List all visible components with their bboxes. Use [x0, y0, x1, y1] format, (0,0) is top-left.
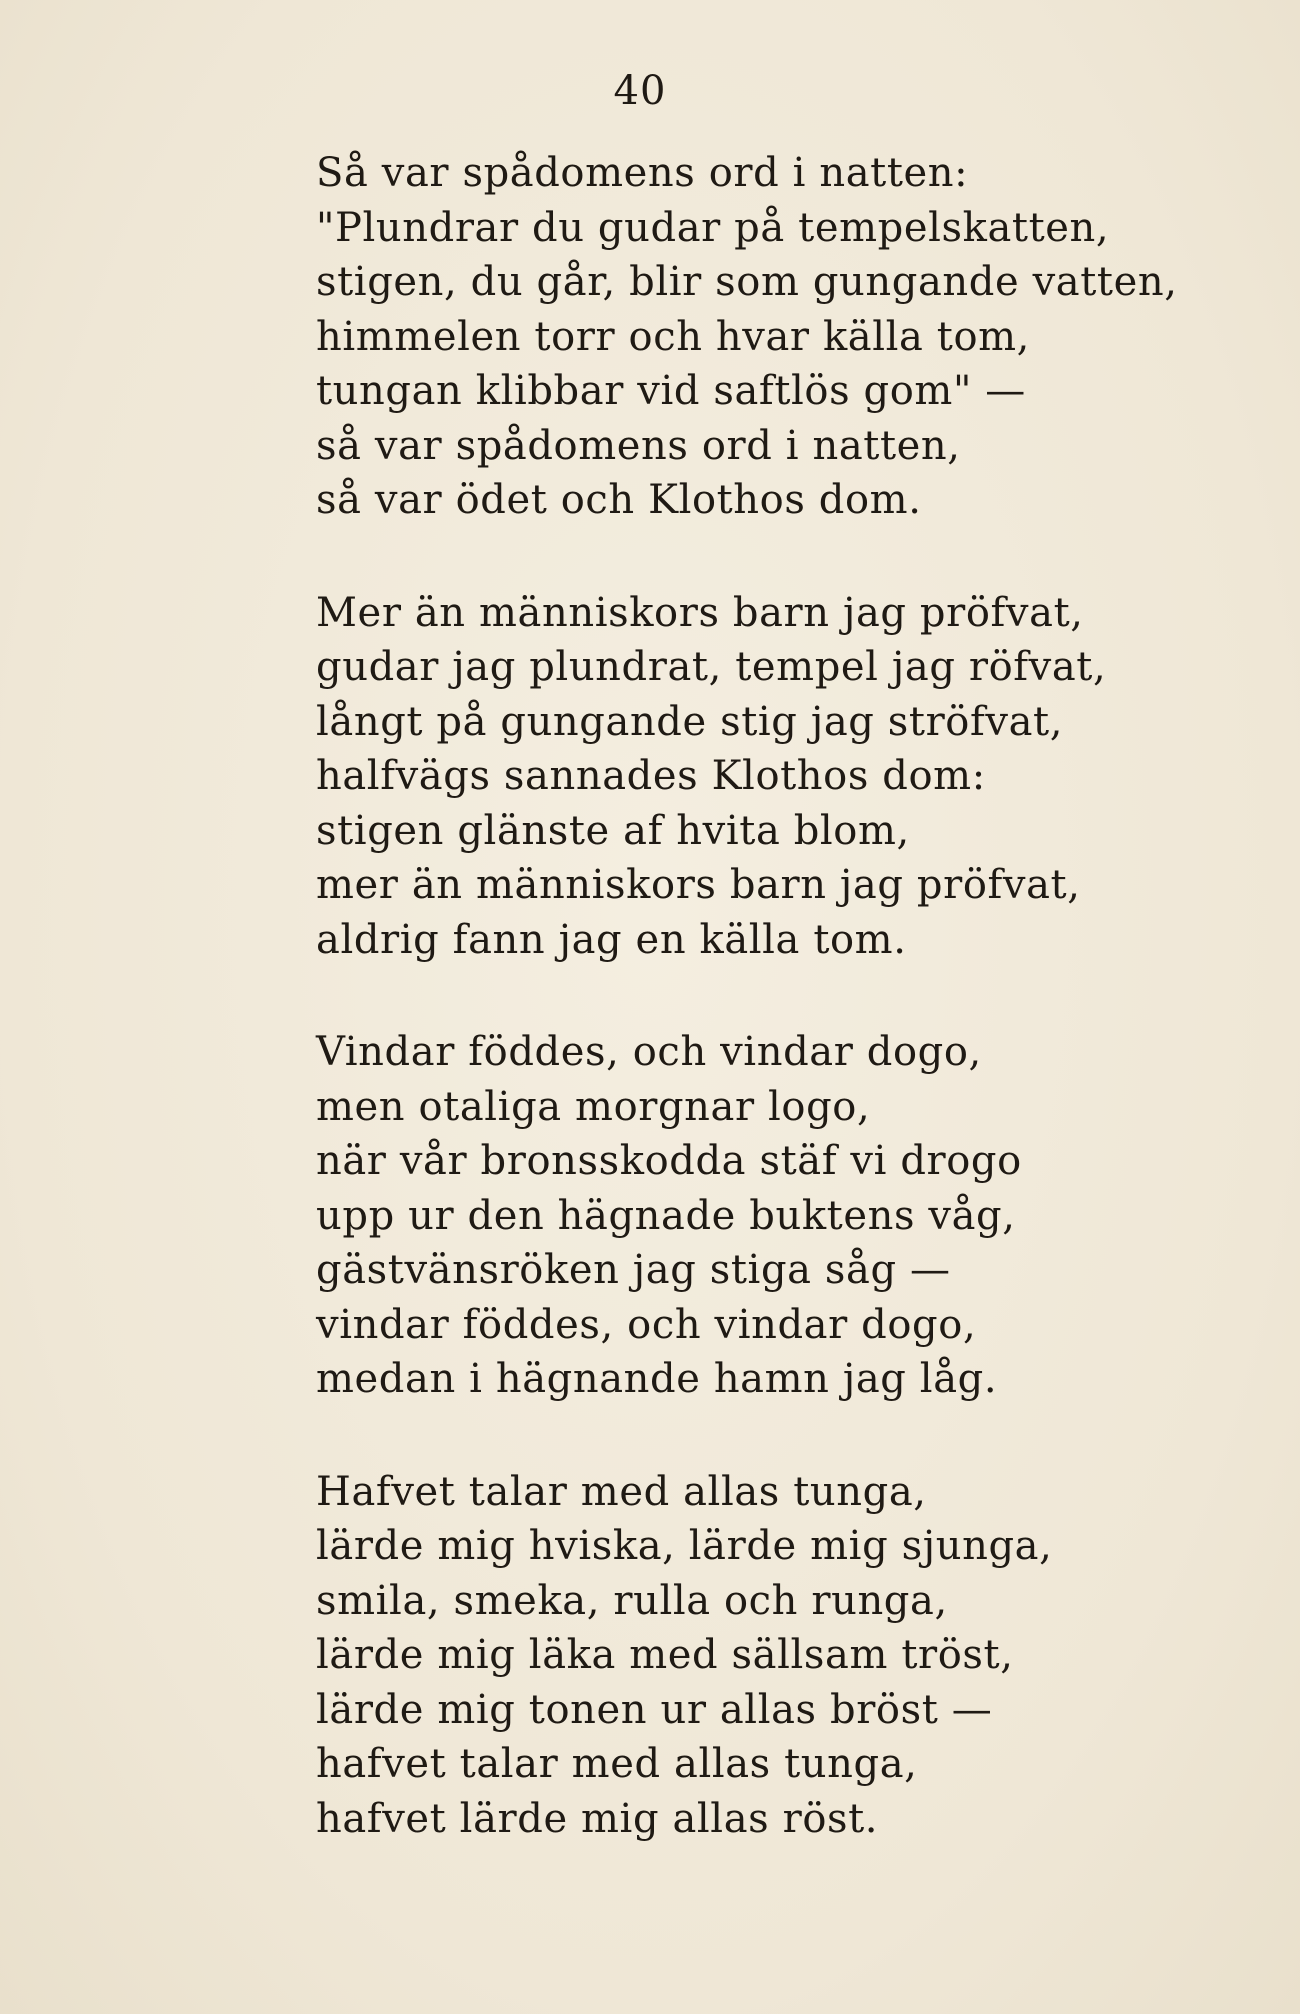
- stanza-3: [316, 1025, 1216, 1407]
- poem-line: "Plundrar du gudar på tempelskatten,: [316, 204, 1110, 251]
- poem-line: när vår bronsskodda stäf vi drogo: [316, 1138, 1022, 1184]
- poem-line: så var spådomens ord i natten,: [316, 422, 961, 469]
- poem-line: aldrig fann jag en källa tom.: [316, 916, 907, 963]
- poem-line: långt på gungande stig jag ströfvat,: [316, 698, 1064, 745]
- poem-line: tungan klibbar vid saftlös gom" —: [316, 368, 1026, 414]
- poem-line: lärde mig läka med sällsam tröst,: [316, 1632, 1014, 1678]
- poem-line: hafvet talar med allas tunga,: [316, 1741, 918, 1787]
- poem-line: gästvänsröken jag stiga såg —: [316, 1247, 951, 1293]
- page-number: 40: [613, 68, 667, 114]
- poem-line: men otaliga morgnar logo,: [316, 1083, 871, 1130]
- stanza-1: [316, 146, 1216, 528]
- poem-line: lärde mig tonen ur allas bröst —: [316, 1686, 993, 1733]
- poem-line: Så var spådomens ord i natten:: [316, 150, 969, 196]
- stanza-4: [316, 1465, 1216, 1847]
- poem-line: Vindar föddes, och vindar dogo,: [316, 1029, 982, 1075]
- poem-line: hafvet lärde mig allas röst.: [316, 1795, 879, 1842]
- poem-line: upp ur den hägnade buktens våg,: [316, 1192, 1016, 1239]
- poem-line: smila, smeka, rulla och runga,: [316, 1577, 948, 1624]
- poem-line: mer än människors barn jag pröfvat,: [316, 862, 1081, 908]
- stanza-2: [316, 586, 1216, 968]
- poem-line: himmelen torr och hvar källa tom,: [316, 313, 1030, 360]
- poem-line: vindar föddes, och vindar dogo,: [316, 1301, 977, 1348]
- poem-line: Hafvet talar med allas tunga,: [316, 1468, 927, 1515]
- poem-line: gudar jag plundrat, tempel jag röfvat,: [316, 644, 1107, 690]
- poem-line: medan i hägnande hamn jag låg.: [316, 1356, 998, 1402]
- poem-line: stigen glänste af hvita blom,: [316, 807, 910, 854]
- poem-line: så var ödet och Klothos dom.: [316, 477, 922, 523]
- poem-line: stigen, du går, blir som gungande vatten,: [316, 259, 1178, 305]
- poem-line: Mer än människors barn jag pröfvat,: [316, 589, 1084, 636]
- poem-line: halfvägs sannades Klothos dom:: [316, 753, 986, 799]
- poem-line: lärde mig hviska, lärde mig sjunga,: [316, 1523, 1053, 1569]
- poem: [316, 146, 1216, 1904]
